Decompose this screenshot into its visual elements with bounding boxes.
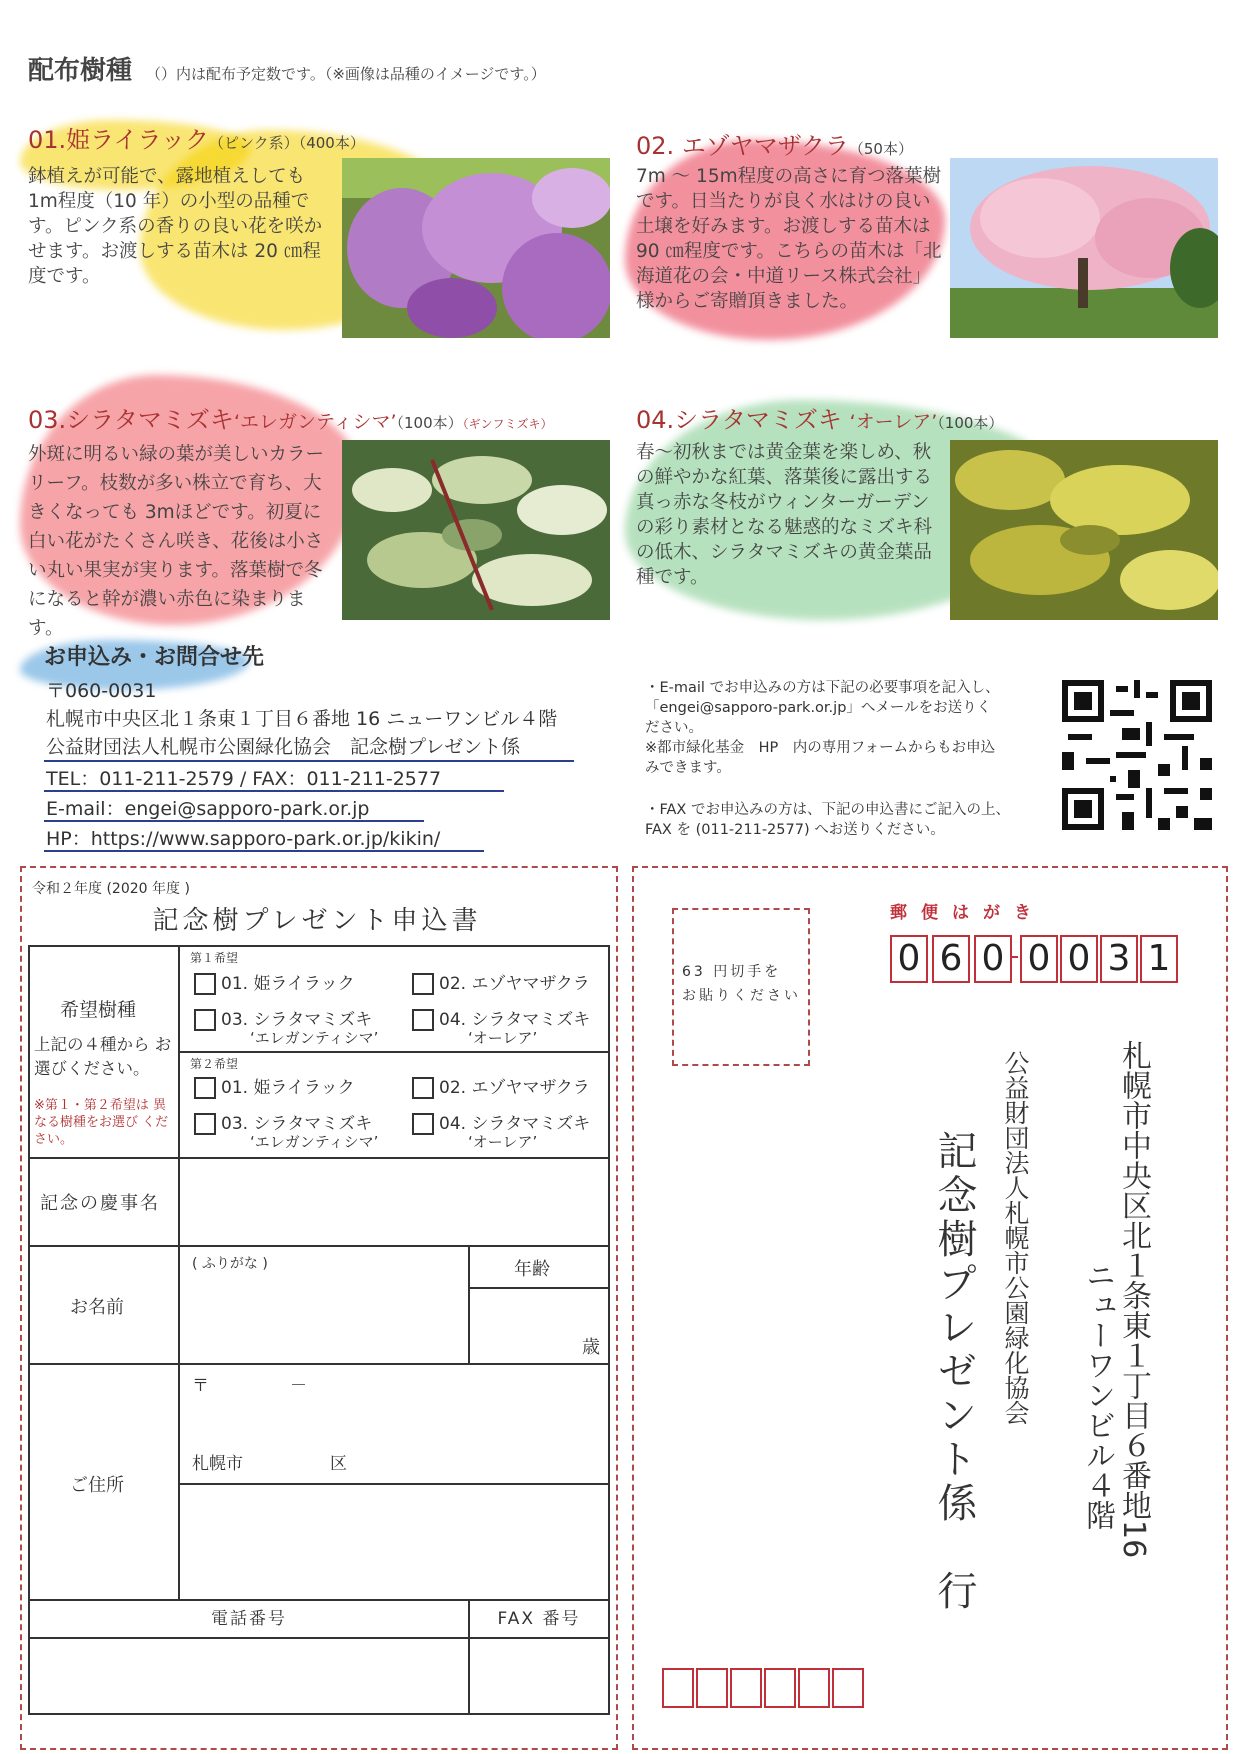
zip-hyphen: [1010, 956, 1018, 958]
tree-count: （100本）: [937, 414, 1004, 432]
sender-zip-box[interactable]: [730, 1668, 762, 1708]
sender-zip-box[interactable]: [798, 1668, 830, 1708]
option-text: 01. 姫ライラック: [221, 974, 355, 994]
furigana-label: ( ふりがな ): [192, 1256, 268, 1272]
address-input[interactable]: [179, 1364, 609, 1600]
lilac-photo: [342, 158, 610, 338]
checkbox[interactable]: [412, 1077, 434, 1099]
note-line: ・E-mail でお申込みの方は下記の必要事項を記入し、: [645, 680, 1000, 696]
page-title-text: 配布樹種: [28, 56, 133, 86]
divider: [180, 1051, 608, 1053]
tree-num: 02.: [636, 132, 675, 160]
zip-mark: 〒: [192, 1376, 209, 1396]
contact-org: 公益財団法人札幌市公園緑化協会 記念樹プレゼント係: [46, 736, 521, 758]
tree-num: 01.: [28, 126, 67, 154]
first-opt-1[interactable]: [194, 969, 355, 995]
tree-1-description: 鉢植えが可能で、露地植えしても 1m程度（10 年）の小型の品種です。ピンク系の香りの良い花を咲かせます。お渡しする苗木は 20 ㎝程度です。: [28, 166, 323, 287]
divider: [180, 1483, 608, 1485]
zip-digit: 0: [890, 935, 928, 983]
tree-name: 姫ライラック: [66, 126, 209, 154]
postcard-org: 公益財団法人札幌市公園緑化協会: [1001, 1050, 1030, 1425]
first-opt-4[interactable]: [412, 1005, 590, 1048]
email-note: [645, 678, 1000, 778]
option-subtext: ‘オーレア’: [468, 1029, 538, 1047]
checkbox[interactable]: [194, 1009, 216, 1031]
checkbox[interactable]: [412, 1113, 434, 1135]
note-line: ださい。: [645, 720, 703, 736]
tree-3-description: 外斑に明るい緑の葉が美しいカラーリーフ。枝数が多い株立で育ち、大きくなっても 3mほどです。初夏に白い花がたくさん咲き、花後は小さい丸い果実が実ります。落葉樹で冬になると幹が濃い赤色に染まります。: [28, 444, 325, 639]
age-label: 年齢: [514, 1259, 550, 1280]
tree-num: 04.: [636, 406, 675, 434]
note-line: 「engei@sapporo-park.or.jp」へメールをお送りく: [645, 700, 992, 716]
tree-name: エゾヤマザクラ: [681, 132, 849, 160]
second-choice-label: 第２希望: [190, 1057, 239, 1071]
contact-zip: 〒060-0031: [46, 680, 157, 702]
tree-count: （400本）: [298, 134, 365, 152]
postcard-address-1: 札幌市中央区北１条東１丁目６番地16: [1116, 1040, 1151, 1559]
phone-label: 電話番号: [211, 1609, 287, 1629]
second-opt-2[interactable]: [412, 1073, 590, 1099]
application-form: [28, 945, 610, 1715]
tree-name: シラタマミズキ: [66, 406, 234, 434]
fax-label-cell: [469, 1600, 609, 1638]
underline: [44, 790, 504, 792]
tree-alt-name: （ギンフミズキ）: [462, 417, 553, 431]
fax-input[interactable]: [469, 1638, 609, 1714]
contact-address: 札幌市中央区北１条東１丁目６番地 16 ニューワンビル４階: [46, 708, 558, 730]
age-cell[interactable]: [469, 1246, 609, 1364]
sender-zip-box[interactable]: [662, 1668, 694, 1708]
sender-zip-box[interactable]: [696, 1668, 728, 1708]
fax-note: [645, 800, 1010, 840]
postcard-dept: 記念樹プレゼント係 行: [931, 1130, 977, 1614]
zip-digit: 0: [1020, 935, 1058, 983]
zip-dash: －: [290, 1376, 307, 1396]
option-text: 03. シラタマミズキ: [221, 1114, 373, 1134]
underline: [44, 820, 424, 822]
tree-2-description: 7m ～ 15m程度の高さに育つ落葉樹です。日当たりが良く水はけの良い土壌を好みます。お渡しする苗木は 90 ㎝程度です。こちらの苗木は「北海道花の会・中道リース株式会社」様からご寄贈頂きました。: [636, 166, 942, 312]
note-line: FAX を (011-211-2577) へお送りください。: [645, 822, 945, 838]
tree-name: シラタマミズキ: [674, 406, 842, 434]
option-subtext: ‘オーレア’: [468, 1133, 538, 1151]
name-label-cell: [29, 1246, 179, 1364]
dogwood-gold-photo: [950, 440, 1218, 620]
second-opt-4[interactable]: [412, 1109, 590, 1152]
zip-digit: 3: [1100, 935, 1138, 983]
tree-1-heading: [28, 120, 365, 155]
option-subtext: ‘エレガンティシマ’: [250, 1029, 379, 1047]
note-line: ※都市緑化基金 HP 内の専用フォームからもお申込: [645, 740, 996, 756]
qr-code-icon[interactable]: [1062, 680, 1212, 830]
postcard-address-2: ニューワンビル４階: [1080, 1260, 1115, 1530]
stamp-note: 63 円切手を お貼りください: [682, 964, 801, 1004]
first-opt-2[interactable]: [412, 969, 590, 995]
option-text: 01. 姫ライラック: [221, 1078, 355, 1098]
underline: [44, 850, 484, 852]
contact-tel-fax: TEL：011-211-2579 / FAX：011-211-2577: [46, 768, 442, 790]
second-opt-3[interactable]: [194, 1109, 378, 1152]
option-text: 02. エゾヤマザクラ: [439, 1078, 590, 1098]
tree-3-heading: [28, 400, 553, 435]
sender-zip-box[interactable]: [764, 1668, 796, 1708]
option-text: 04. シラタマミズキ: [439, 1114, 591, 1134]
fax-label: FAX 番号: [497, 1609, 581, 1629]
cherry-photo: [950, 158, 1218, 338]
contact-hp[interactable]: HP：https://www.sapporo-park.or.jp/kikin/: [46, 828, 441, 850]
page-title: [28, 50, 546, 87]
choice-warning: ※第１・第２希望は 異なる樹種をお選び ください。: [34, 1098, 169, 1147]
choice-label: 希望樹種: [60, 999, 137, 1021]
city-label: 札幌市: [192, 1454, 243, 1474]
tree-variety: （ピンク系）: [208, 134, 299, 152]
zip-digit: 6: [932, 935, 970, 983]
phone-input[interactable]: [29, 1638, 469, 1714]
postcard-label: 郵便はがき: [890, 903, 1045, 923]
first-opt-3[interactable]: [194, 1005, 378, 1048]
page-subtitle: （）内は配布予定数です。（※画像は品種のイメージです。）: [146, 65, 546, 83]
underline: [44, 760, 574, 762]
occasion-label-cell: [29, 1158, 179, 1246]
contact-heading: お申込み・お問合せ先: [44, 645, 265, 670]
tree-variety: ‘エレガンティシマ’: [233, 411, 397, 433]
form-title: 記念樹プレゼント申込書: [152, 906, 482, 936]
tree-4-heading: [636, 400, 1003, 435]
tree-variety: ‘オーレア’: [849, 411, 938, 433]
option-subtext: ‘エレガンティシマ’: [250, 1133, 379, 1151]
choice-options-cell: [179, 946, 609, 1158]
option-text: 02. エゾヤマザクラ: [439, 974, 590, 994]
choice-help: 上記の４種から お選びください。: [34, 1035, 172, 1078]
address-label: ご住所: [70, 1475, 124, 1496]
second-opt-1[interactable]: [194, 1073, 355, 1099]
tree-count: （50本）: [848, 140, 913, 158]
note-line: ・FAX でお申込みの方は、下記の申込書にご記入の上、: [645, 802, 1010, 818]
checkbox[interactable]: [194, 973, 216, 995]
checkbox[interactable]: [412, 973, 434, 995]
choice-label-cell: [29, 946, 179, 1158]
sender-zip-box[interactable]: [832, 1668, 864, 1708]
age-unit: 歳: [582, 1337, 600, 1358]
address-label-cell: [29, 1364, 179, 1600]
checkbox[interactable]: [194, 1113, 216, 1135]
tree-4-description: 春～初秋までは黄金葉を楽しめ、秋の鮮やかな紅葉、落葉後に露出する真っ赤な冬枝がウィンターガーデンの彩り素材となる魅惑的なミズキ科の低木、シラタマミズキの黄金葉品種です。: [636, 442, 933, 588]
phone-label-cell: [29, 1600, 469, 1638]
zip-digit: 0: [1060, 935, 1098, 983]
tree-2-heading: [636, 126, 913, 161]
zip-digit: 1: [1140, 935, 1178, 983]
tree-num: 03.: [28, 406, 67, 434]
form-year: 令和２年度 (2020 年度 ): [32, 881, 190, 897]
ward-label: 区: [330, 1454, 347, 1474]
zip-digit: 0: [974, 935, 1012, 983]
tree-count: （100本）: [396, 414, 463, 432]
checkbox[interactable]: [194, 1077, 216, 1099]
option-text: 03. シラタマミズキ: [221, 1010, 373, 1030]
first-choice-label: 第１希望: [190, 951, 239, 965]
checkbox[interactable]: [412, 1009, 434, 1031]
option-text: 04. シラタマミズキ: [439, 1010, 591, 1030]
occasion-input[interactable]: [179, 1158, 609, 1246]
contact-email[interactable]: E-mail：engei@sapporo-park.or.jp: [46, 798, 370, 820]
note-line: みできます。: [645, 760, 731, 776]
dogwood-white-photo: [342, 440, 610, 620]
occasion-label: 記念の慶事名: [40, 1193, 160, 1214]
name-input[interactable]: [179, 1246, 469, 1364]
name-label: お名前: [70, 1297, 124, 1318]
